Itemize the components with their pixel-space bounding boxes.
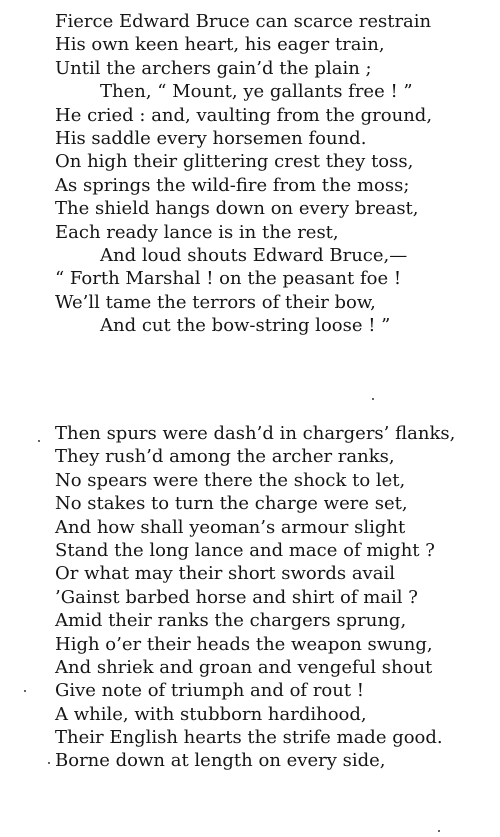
poem-line: Each ready lance is in the rest, <box>55 221 339 243</box>
poem-line: High o’er their heads the weapon swung, <box>55 633 433 655</box>
poem-line: Stand the long lance and mace of might ? <box>55 539 435 561</box>
poem-line: Their English hearts the strife made good. <box>55 727 443 749</box>
stanza-two <box>0 422 500 773</box>
print-speck <box>372 398 374 400</box>
poem-line: Borne down at length on every side, <box>55 750 386 772</box>
poem-line-indented: Then, “ Mount, ye gallants free ! ” <box>100 81 413 103</box>
poem-line: Fierce Edward Bruce can scarce restrain <box>55 11 432 32</box>
poem-line: We’ll tame the terrors of their bow, <box>55 291 376 313</box>
poem-line: On high their glittering crest they toss, <box>55 151 414 173</box>
poem-line: His own keen heart, his eager train, <box>55 34 385 56</box>
print-speck <box>38 440 40 442</box>
poem-line: Then spurs were dash’d in chargers’ flanks, <box>55 423 456 444</box>
poem-line: Or what may their short swords avail <box>55 563 395 585</box>
poem-line: And how shall yeoman’s armour slight <box>55 516 406 538</box>
print-speck <box>24 690 26 692</box>
poem-line: ’Gainst barbed horse and shirt of mail ? <box>55 586 418 608</box>
poem-line: His saddle every horsemen found. <box>55 127 367 149</box>
print-speck <box>48 762 50 764</box>
poem-line: Give note of triumph and of rout ! <box>55 680 365 702</box>
poem-line: Until the archers gain’d the plain ; <box>55 57 372 79</box>
poem-line: No spears were there the shock to let, <box>55 469 406 491</box>
poem-line: A while, with stubborn hardihood, <box>55 703 367 725</box>
poem-line-indented: And loud shouts Edward Bruce,— <box>100 244 408 266</box>
poem-line: “ Forth Marshal ! on the peasant foe ! <box>55 268 402 290</box>
poem-line: As springs the wild-fire from the moss; <box>55 174 410 196</box>
poem-line: Amid their ranks the chargers sprung, <box>55 610 407 632</box>
poem-line: No stakes to turn the charge were set, <box>55 493 408 515</box>
poem-line: They rush’d among the archer ranks, <box>55 446 395 468</box>
poem-line: He cried : and, vaulting from the ground, <box>55 104 433 126</box>
poem-line-indented: And cut the bow-string loose ! ” <box>100 315 391 337</box>
poem-line: And shriek and groan and vengeful shout <box>55 656 433 678</box>
print-speck <box>438 830 440 832</box>
stanza-one <box>0 10 500 337</box>
poem-line: The shield hangs down on every breast, <box>55 198 419 220</box>
